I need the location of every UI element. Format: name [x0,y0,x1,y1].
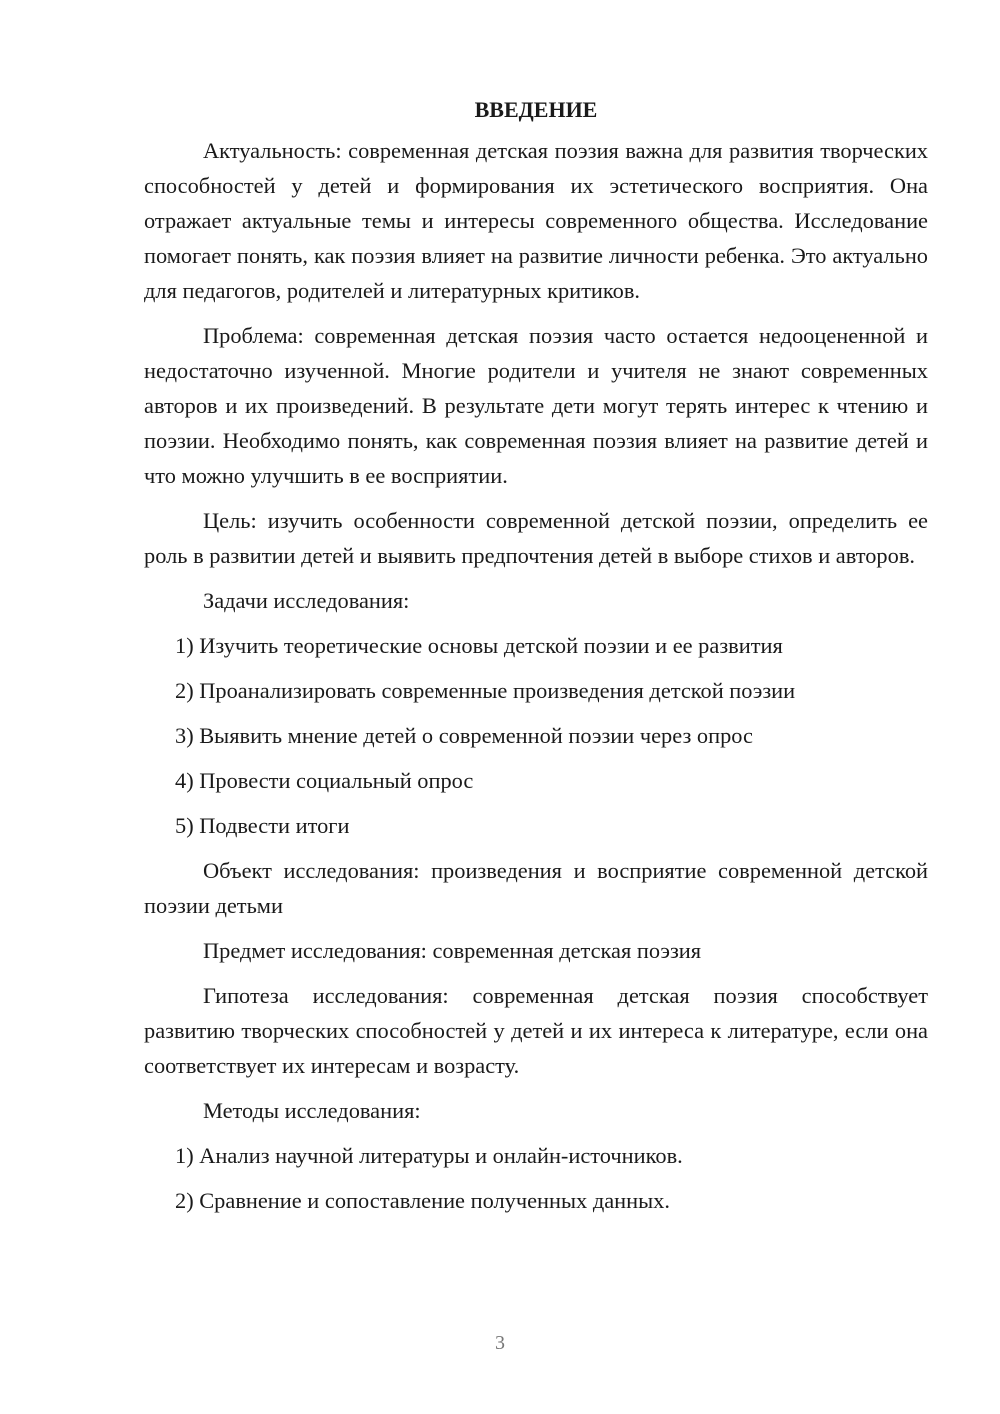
tasks-title: Задачи исследования: [203,588,410,613]
page-content [144,92,928,1228]
list-item: 1) Анализ научной литературы и онлайн-источников. [175,1143,683,1168]
methods-list [144,1138,928,1218]
page-number: 3 [495,1332,505,1354]
list-item: 5) Подвести итоги [175,813,350,838]
problem-paragraph: Проблема: современная детская поэзия часто остается недооцененной и недостаточно изученной. Многие родители и учителя не знают современных авторов и их произведений. В результате дети могут терять интерес к чтению и поэзии. Необходимо понять, как современная поэзия влияет на развитие детей и что можно улучшить в ее восприятии. [144,323,928,488]
relevance-paragraph: Актуальность: современная детская поэзия важна для развития творческих способностей у детей и формирования их эстетического восприятия. Она отражает актуальные темы и интересы современного общества. Исследование помогает понять, как поэзия влияет на развитие личности ребенка. Это актуально для педагогов, родителей и литературных критиков. [144,138,928,303]
list-item: 2) Сравнение и сопоставление полученных данных. [175,1188,670,1213]
list-item: 4) Провести социальный опрос [175,768,474,793]
section-heading: ВВЕДЕНИЕ [474,97,598,122]
goal-paragraph: Цель: изучить особенности современной детской поэзии, определить ее роль в развитии детей и выявить предпочтения детей в выборе стихов и авторов. [144,508,928,568]
list-item: 2) Проанализировать современные произведения детской поэзии [175,678,796,703]
hypothesis-paragraph: Гипотеза исследования: современная детская поэзия способствует развитию творческих способностей у детей и их интереса к литературе, если она соответствует их интересам и возрасту. [144,983,928,1078]
list-item: 3) Выявить мнение детей о современной поэзии через опрос [175,723,753,748]
subject-paragraph: Предмет исследования: современная детская поэзия [203,938,702,963]
tasks-list [144,628,928,843]
object-paragraph: Объект исследования: произведения и восприятие современной детской поэзии детьми [144,858,928,918]
list-item: 1) Изучить теоретические основы детской поэзии и ее развития [175,633,783,658]
methods-title: Методы исследования: [203,1098,421,1123]
